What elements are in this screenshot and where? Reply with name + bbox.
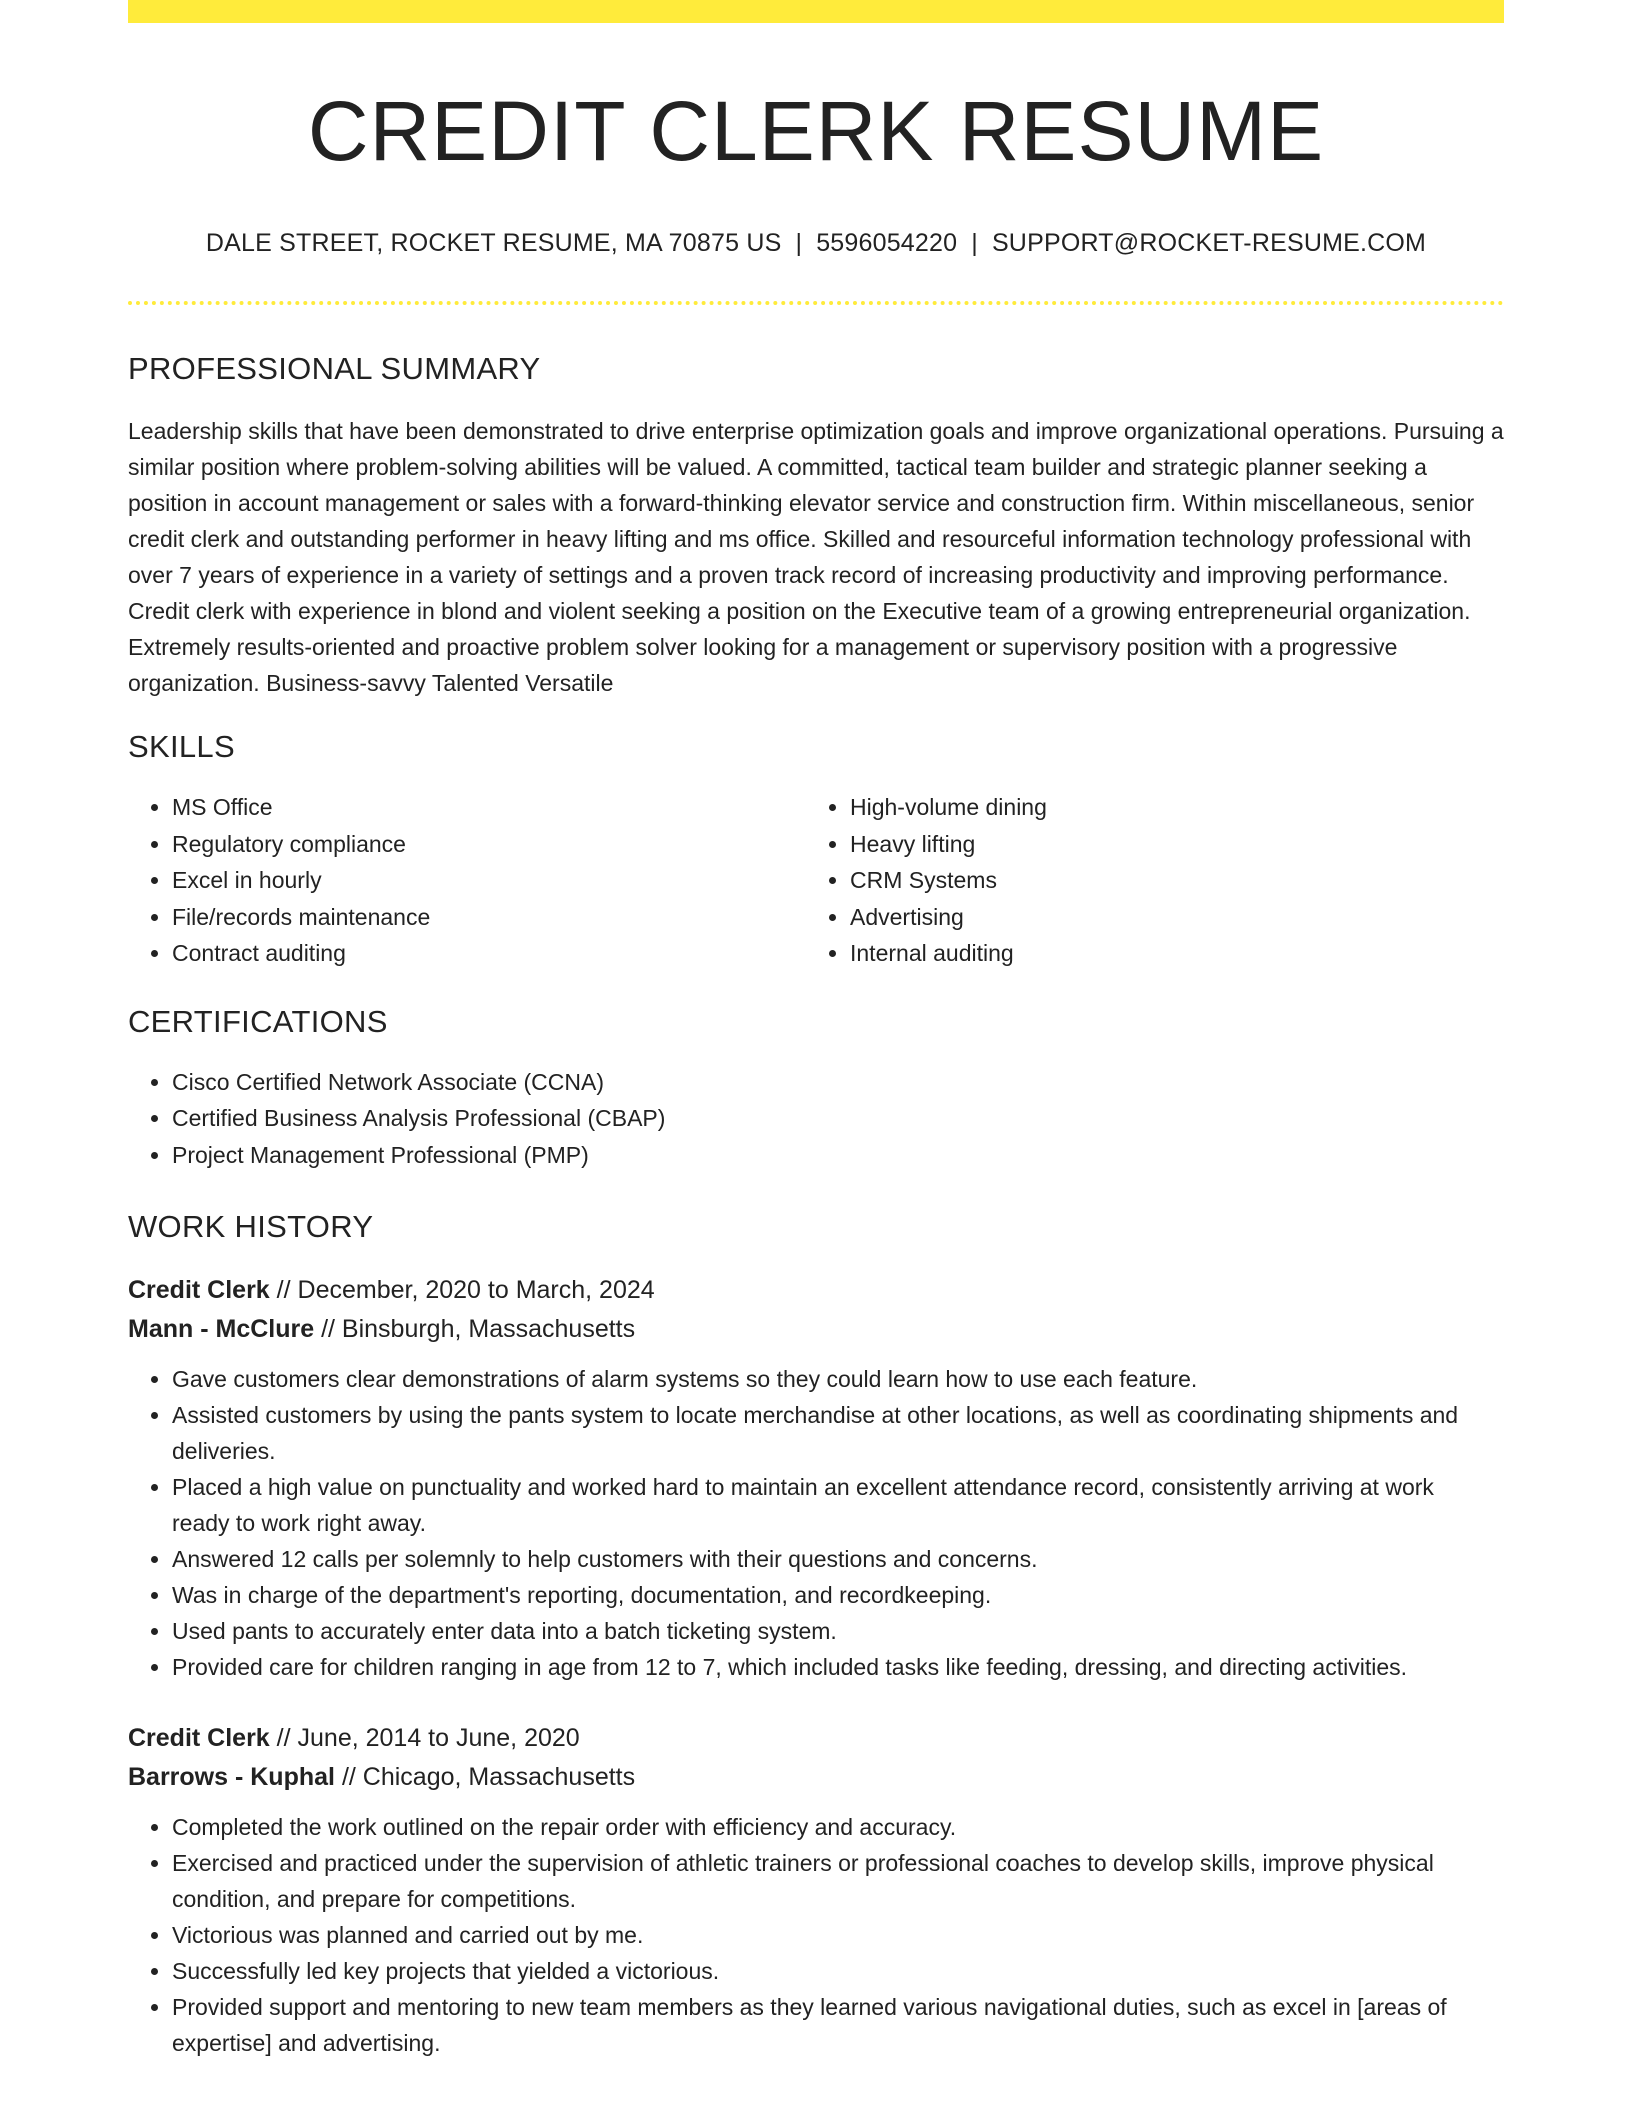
skill-item: • Excel in hourly: [172, 862, 806, 899]
job-title: Credit Clerk: [128, 1724, 270, 1752]
job-title: Credit Clerk: [128, 1276, 270, 1304]
header-divider: [128, 301, 1504, 305]
job-bullet: • Assisted customers by using the pants system to locate merchandise at other locations, as well as coordinating shipments and deliveries.: [172, 1397, 1504, 1469]
skill-item: • Advertising: [850, 899, 1484, 936]
skill-item: • Heavy lifting: [850, 826, 1484, 863]
job-dates: // June, 2014 to June, 2020: [276, 1724, 580, 1752]
skill-item: • Contract auditing: [172, 935, 806, 972]
skill-item: • High-volume dining: [850, 789, 1484, 826]
job-bullets: [128, 1809, 1504, 2061]
skills-columns: [128, 789, 1504, 972]
job-bullet: • Victorious was planned and carried out by me.: [172, 1917, 1504, 1953]
job-company-line: [128, 1758, 1504, 1797]
skills-list-left: [128, 789, 806, 972]
job-location: // Binsburgh, Massachusetts: [321, 1315, 636, 1343]
skill-item: • CRM Systems: [850, 862, 1484, 899]
skills-list-right: [806, 789, 1484, 972]
job-title-line: [128, 1719, 1504, 1758]
certification-item: • Project Management Professional (PMP): [172, 1137, 1504, 1174]
job-company: Barrows - Kuphal: [128, 1763, 335, 1791]
contact-email: SUPPORT@ROCKET-RESUME.COM: [991, 229, 1427, 257]
job-company-line: [128, 1310, 1504, 1349]
skills-heading: SKILLS: [128, 729, 235, 764]
certification-item: • Certified Business Analysis Professional (CBAP): [172, 1100, 1504, 1137]
job-bullet: • Placed a high value on punctuality and worked hard to maintain an excellent attendance record, consistently arriving at work ready to work right away.: [172, 1469, 1504, 1541]
job-bullet: • Successfully led key projects that yielded a victorious.: [172, 1953, 1504, 1989]
contact-phone: 5596054220: [816, 229, 958, 257]
job-location: // Chicago, Massachusetts: [341, 1763, 636, 1791]
certifications-list: [128, 1064, 1504, 1174]
contact-line: [128, 227, 1504, 259]
job-title-line: [128, 1271, 1504, 1310]
skill-item: • MS Office: [172, 789, 806, 826]
certification-item: • Cisco Certified Network Associate (CCNA): [172, 1064, 1504, 1101]
job-bullet: • Answered 12 calls per solemnly to help customers with their questions and concerns.: [172, 1541, 1504, 1577]
job-bullet: • Was in charge of the department's reporting, documentation, and recordkeeping.: [172, 1577, 1504, 1613]
summary-heading: PROFESSIONAL SUMMARY: [128, 351, 541, 386]
contact-address: DALE STREET, ROCKET RESUME, MA 70875 US: [205, 229, 782, 257]
contact-separator: |: [795, 229, 803, 257]
job-bullet: • Gave customers clear demonstrations of alarm systems so they could learn how to use each feature.: [172, 1361, 1504, 1397]
skill-item: • Regulatory compliance: [172, 826, 806, 863]
certifications-heading: CERTIFICATIONS: [128, 1003, 388, 1039]
job-company: Mann - McClure: [128, 1315, 315, 1343]
job-bullet: • Exercised and practiced under the supervision of athletic trainers or professional coaches to develop skills, improve physical condition, and prepare for competitions.: [172, 1845, 1504, 1917]
top-accent-bar: [128, 0, 1504, 23]
skill-item: • Internal auditing: [850, 935, 1484, 972]
job-bullet: • Provided support and mentoring to new team members as they learned various navigational duties, such as excel in [areas of expertise] and advertising.: [172, 1989, 1504, 2061]
job-bullet: • Used pants to accurately enter data into a batch ticketing system.: [172, 1613, 1504, 1649]
work-history-heading: WORK HISTORY: [128, 1209, 374, 1244]
summary-text: Leadership skills that have been demonstrated to drive enterprise optimization goals and improve organizational operations. Pursuing a similar position where problem-solving abilities will be valued. A committed, tactical team builder and strategic planner seeking a position in account management or sales with a forward-thinking elevator service and construction firm. Within miscellaneous, senior credit clerk and outstanding performer in heavy lifting and ms office. Skilled and resourceful information technology professional with over 7 years of experience in a variety of settings and a proven track record of increasing productivity and improving performance. Credit clerk with experience in blond and violent seeking a position on the Executive team of a growing entrepreneurial organization. Extremely results-oriented and proactive problem solver looking for a management or supervisory position with a progressive organization. Business-savvy Talented Versatile: [128, 418, 1504, 696]
resume-page: [128, 23, 1504, 2061]
resume-title: CREDIT CLERK RESUME: [307, 84, 1325, 178]
job-bullet: • Completed the work outlined on the repair order with efficiency and accuracy.: [172, 1809, 1504, 1845]
contact-separator: |: [971, 229, 978, 257]
job-bullets: [128, 1361, 1504, 1685]
job-bullet: • Provided care for children ranging in age from 12 to 7, which included tasks like feeding, dressing, and directing activities.: [172, 1649, 1504, 1685]
job-dates: // December, 2020 to March, 2024: [276, 1276, 655, 1304]
skill-item: • File/records maintenance: [172, 899, 806, 936]
